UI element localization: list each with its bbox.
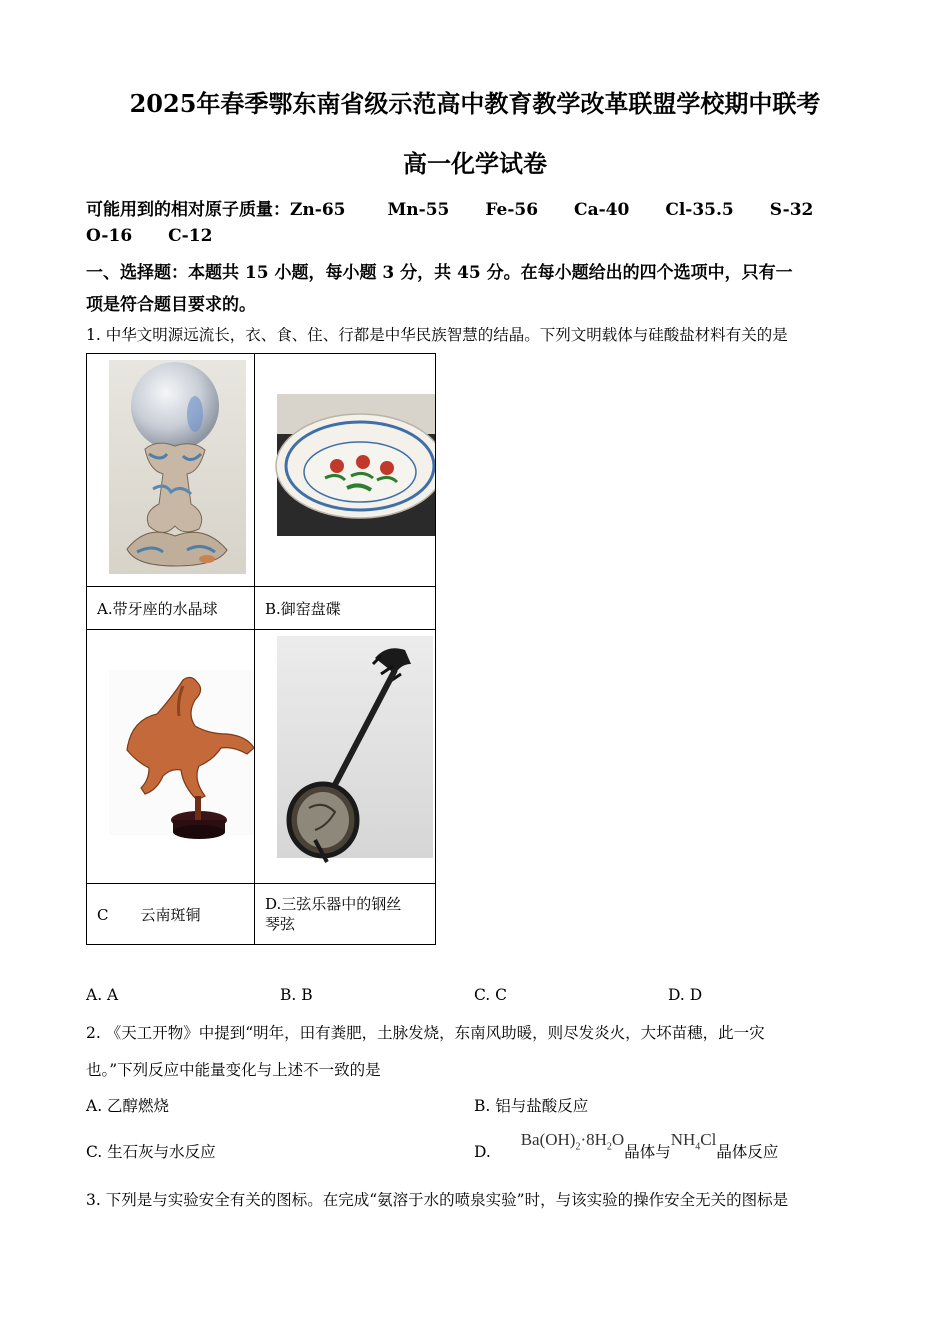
question-1-image-table [86,353,436,945]
q2-option-d-mid: 晶体与 [624,1143,671,1161]
q2-option-b[interactable]: B. 铝与盐酸反应 [474,1097,589,1115]
option-a-caption: A.带牙座的水晶球 [97,599,218,618]
q2-option-d-letter: D. [474,1143,491,1161]
copper-horse-image [87,630,254,883]
atomic-mass-item: Zn-65 [290,200,346,220]
page-subtitle: 高一化学试卷 [403,149,547,178]
atomic-mass-item: C-12 [168,226,213,246]
atomic-mass-item: S-32 [769,200,814,220]
q2-option-a[interactable]: A. 乙醇燃烧 [86,1097,170,1115]
section-heading-line-2: 项是符合题目要求的。 [86,295,256,315]
question-3-stem: 3. 下列是与实验安全有关的图标。在完成“氨溶于水的喷泉实验”时，与该实验的操作安全无关的图标是 [86,1191,789,1209]
atomic-mass-item: Ca-40 [574,200,630,220]
formula-ammonium-chloride: $NH_4Cl$ [670,1130,717,1153]
option-d-caption-line-1: D.三弦乐器中的钢丝 [265,895,402,913]
atomic-mass-label: 可能用到的相对原子质量： [86,200,290,220]
atomic-mass-item: Mn-55 [387,200,450,220]
question-2-stem-line-2: 也。”下列反应中能量变化与上述不一致的是 [86,1061,381,1079]
porcelain-plate-image [255,354,435,586]
option-c-text: 云南斑铜 [140,905,201,924]
page-title: 2025年春季鄂东南省级示范高中教育教学改革联盟学校期中联考 [129,89,821,118]
question-1-stem: 1. 中华文明源远流长，衣、食、住、行都是中华民族智慧的结晶。下列文明载体与硅酸盐材料有关的是 [86,326,788,344]
option-d-caption-line-2: 琴弦 [265,915,296,933]
crystal-ball-image [87,354,254,586]
q2-option-d[interactable] [474,1128,779,1161]
section-heading-line-1: 一、选择题：本题共 15 小题，每小题 3 分，共 45 分。在每小题给出的四个选项中，只有一 [86,263,793,283]
formula-barium-hydroxide: $Ba(OH)_2\cdot 8H_2O$ [520,1130,625,1153]
atomic-mass-item: Cl-35.5 [665,200,734,220]
atomic-mass-item: O-16 [86,226,133,246]
sanxian-instrument-image [255,630,435,883]
q2-option-d-suffix: 晶体反应 [716,1143,779,1161]
option-c-caption [87,904,254,925]
q1-option-d[interactable]: D. D [668,986,703,1004]
option-c-letter: C [97,905,109,924]
q2-option-c[interactable]: C. 生石灰与水反应 [86,1143,216,1161]
q1-option-b[interactable]: B. B [280,986,313,1004]
q1-option-a[interactable]: A. A [86,986,119,1004]
atomic-mass-line-1 [86,195,813,220]
question-2-stem-line-1: 2. 《天工开物》中提到“明年，田有粪肥，土脉发烧，东南风助暖，则尽发炎火，大坏苗穗，此一灾 [86,1024,765,1042]
atomic-mass-line-2 [86,226,212,246]
option-d-caption [255,894,435,934]
q1-option-c[interactable]: C. C [474,986,508,1004]
option-b-caption: B.御窑盘碟 [265,599,341,618]
atomic-mass-item: Fe-56 [485,200,539,220]
